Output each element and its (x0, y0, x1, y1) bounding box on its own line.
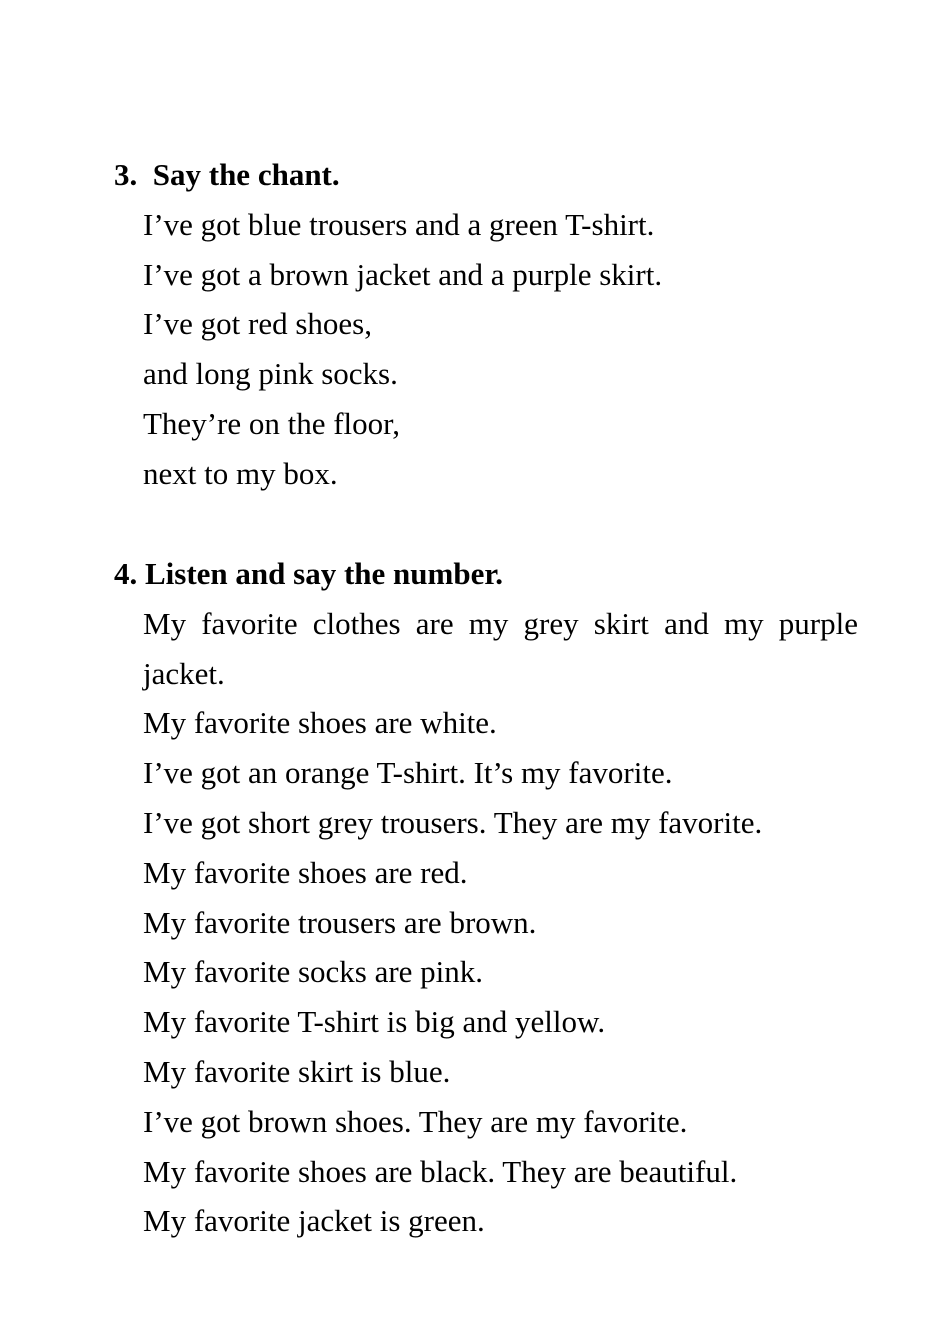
exercise-3 (114, 150, 858, 499)
listening-line: I’ve got brown shoes. They are my favorite. (143, 1103, 688, 1139)
chant-line: I’ve got a brown jacket and a purple skirt. (143, 256, 663, 292)
listening-line: I’ve got an orange T-shirt. It’s my favorite. (143, 755, 673, 791)
listening-lines (114, 599, 858, 1246)
exercise-4 (114, 549, 858, 1246)
chant-line: They’re on the floor, (143, 405, 400, 441)
listening-line: My favorite shoes are white. (143, 705, 497, 741)
listening-line: My favorite trousers are brown. (143, 904, 537, 940)
chant-line: and long pink socks. (143, 356, 398, 392)
listening-line: My favorite socks are pink. (143, 954, 484, 990)
listening-line: My favorite T-shirt is big and yellow. (143, 1004, 606, 1040)
listening-line: My favorite jacket is green. (143, 1203, 485, 1239)
chant-lines (114, 200, 858, 499)
listening-line: My favorite shoes are black. They are beautiful. (143, 1153, 738, 1189)
listening-line: I’ve got short grey trousers. They are my favorite. (143, 804, 763, 840)
listening-line: My favorite skirt is blue. (143, 1053, 451, 1089)
exercise-4-heading: 4. Listen and say the number. (114, 556, 504, 591)
chant-line: next to my box. (143, 455, 338, 491)
listening-line: My favorite clothes are my grey skirt and my purple jacket. (143, 605, 858, 691)
exercise-3-heading: 3. Say the chant. (114, 157, 340, 192)
chant-line: I’ve got blue trousers and a green T-shirt. (143, 206, 655, 242)
chant-line: I’ve got red shoes, (143, 306, 372, 342)
listening-line: My favorite shoes are red. (143, 854, 468, 890)
